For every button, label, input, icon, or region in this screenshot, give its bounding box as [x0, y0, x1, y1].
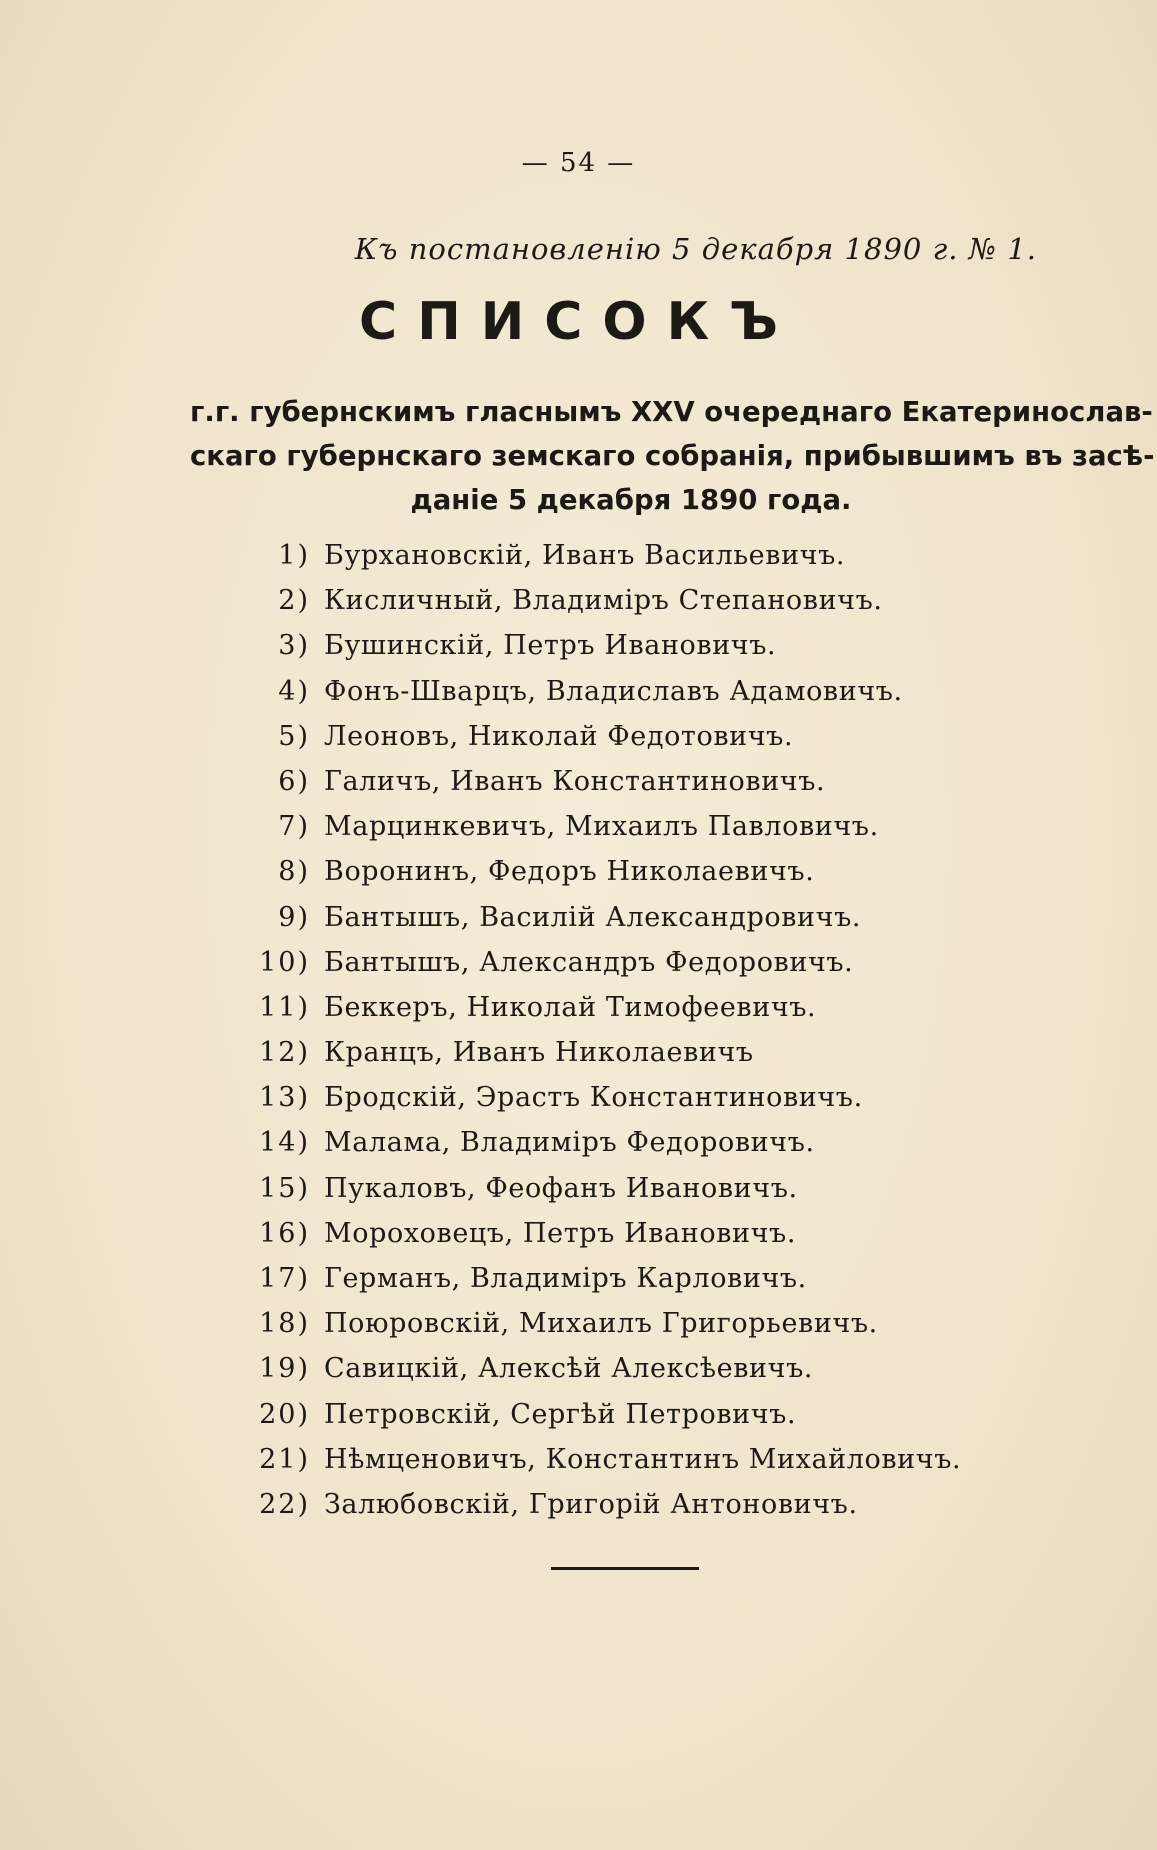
- member-name: Бантышъ, Александръ Федоровичъ.: [324, 946, 854, 978]
- member-name: Нѣмценовичъ, Константинъ Михайловичъ.: [324, 1443, 962, 1475]
- member-number: 19): [259, 1353, 310, 1385]
- member-number: 8): [278, 856, 310, 888]
- member-list: [240, 533, 961, 1527]
- member-number: 10): [259, 946, 310, 978]
- member-name: Бантышъ, Василій Александровичъ.: [324, 901, 862, 933]
- member-list-item: [240, 714, 961, 759]
- member-name: Воронинъ, Федоръ Николаевичъ.: [324, 856, 815, 888]
- member-list-item: [240, 1392, 961, 1437]
- member-list-item: [240, 1075, 961, 1120]
- member-number: 12): [259, 1037, 310, 1069]
- member-number: 13): [259, 1082, 310, 1114]
- member-number: 2): [278, 585, 310, 617]
- member-list-item: [240, 940, 961, 985]
- member-name: Кранцъ, Иванъ Николаевичъ: [324, 1037, 754, 1069]
- member-list-item: [240, 1346, 961, 1391]
- member-name: Галичъ, Иванъ Константиновичъ.: [324, 765, 826, 797]
- member-list-item: [240, 804, 961, 849]
- member-number: 15): [259, 1172, 310, 1204]
- member-number: 21): [259, 1443, 310, 1475]
- member-list-item: [240, 849, 961, 894]
- member-number: 6): [278, 765, 310, 797]
- member-number: 7): [278, 811, 310, 843]
- member-number: 14): [259, 1127, 310, 1159]
- member-list-item: [240, 1120, 961, 1165]
- member-list-item: [240, 1437, 961, 1482]
- member-number: 1): [278, 540, 310, 571]
- document-subtitle: [190, 390, 1155, 522]
- member-list-item: [240, 1030, 961, 1075]
- member-number: 16): [259, 1217, 310, 1249]
- resolution-reference: Къ постановленію 5 декабря 1890 г. № 1.: [354, 232, 1037, 266]
- member-name: Леоновъ, Николай Федотовичъ.: [324, 720, 794, 752]
- member-name: Пукаловъ, Феофанъ Ивановичъ.: [324, 1172, 798, 1204]
- member-list-item: [240, 1301, 961, 1346]
- member-name: Фонъ-Шварцъ, Владиславъ Адамовичъ.: [324, 675, 903, 707]
- member-number: 17): [259, 1263, 310, 1294]
- member-list-item: [240, 1256, 961, 1301]
- member-name: Бушинскій, Петръ Ивановичъ.: [324, 630, 777, 662]
- member-list-item: [240, 1211, 961, 1256]
- member-list-item: [240, 1482, 961, 1527]
- subtitle-line: г.г. губернскимъ гласнымъ XXV очереднаго Екатеринослав-: [190, 396, 1153, 428]
- document-title: СПИСОКЪ: [359, 292, 798, 352]
- member-number: 20): [259, 1398, 310, 1430]
- member-list-item: [240, 623, 961, 668]
- member-name: Мороховецъ, Петръ Ивановичъ.: [324, 1217, 797, 1249]
- member-list-item: [240, 669, 961, 714]
- member-name: Малама, Владиміръ Федоровичъ.: [324, 1127, 815, 1159]
- member-name: Петровскій, Сергѣй Петровичъ.: [324, 1398, 797, 1430]
- closing-rule: [551, 1567, 699, 1570]
- member-number: 18): [259, 1308, 310, 1340]
- member-name: Залюбовскій, Григорій Антоновичъ.: [324, 1488, 858, 1520]
- member-name: Бродскій, Эрастъ Константиновичъ.: [324, 1082, 863, 1114]
- member-name: Кисличный, Владиміръ Степановичъ.: [324, 585, 883, 617]
- member-list-item: [240, 895, 961, 940]
- subtitle-line: скаго губернскаго земскаго собранія, прибывшимъ въ засѣ-: [190, 440, 1155, 472]
- member-list-item: [240, 985, 961, 1030]
- member-name: Поюровскій, Михаилъ Григорьевичъ.: [324, 1308, 878, 1340]
- member-number: 4): [278, 675, 310, 707]
- member-list-item: [240, 759, 961, 804]
- member-number: 5): [278, 720, 310, 752]
- member-name: Бурхановскій, Иванъ Васильевичъ.: [324, 540, 846, 571]
- member-name: Германъ, Владиміръ Карловичъ.: [324, 1263, 807, 1294]
- page-number: — 54 —: [521, 148, 636, 178]
- member-number: 9): [278, 901, 310, 933]
- member-list-item: [240, 1166, 961, 1211]
- member-number: 3): [278, 630, 310, 662]
- member-number: 11): [259, 991, 310, 1023]
- member-name: Марцинкевичъ, Михаилъ Павловичъ.: [324, 811, 879, 843]
- member-list-item: [240, 533, 961, 578]
- member-number: 22): [259, 1488, 310, 1520]
- member-list-item: [240, 578, 961, 623]
- subtitle-line: даніе 5 декабря 1890 года.: [410, 484, 852, 516]
- member-name: Беккеръ, Николай Тимофеевичъ.: [324, 991, 817, 1023]
- member-name: Савицкій, Алексѣй Алексѣевичъ.: [324, 1353, 814, 1385]
